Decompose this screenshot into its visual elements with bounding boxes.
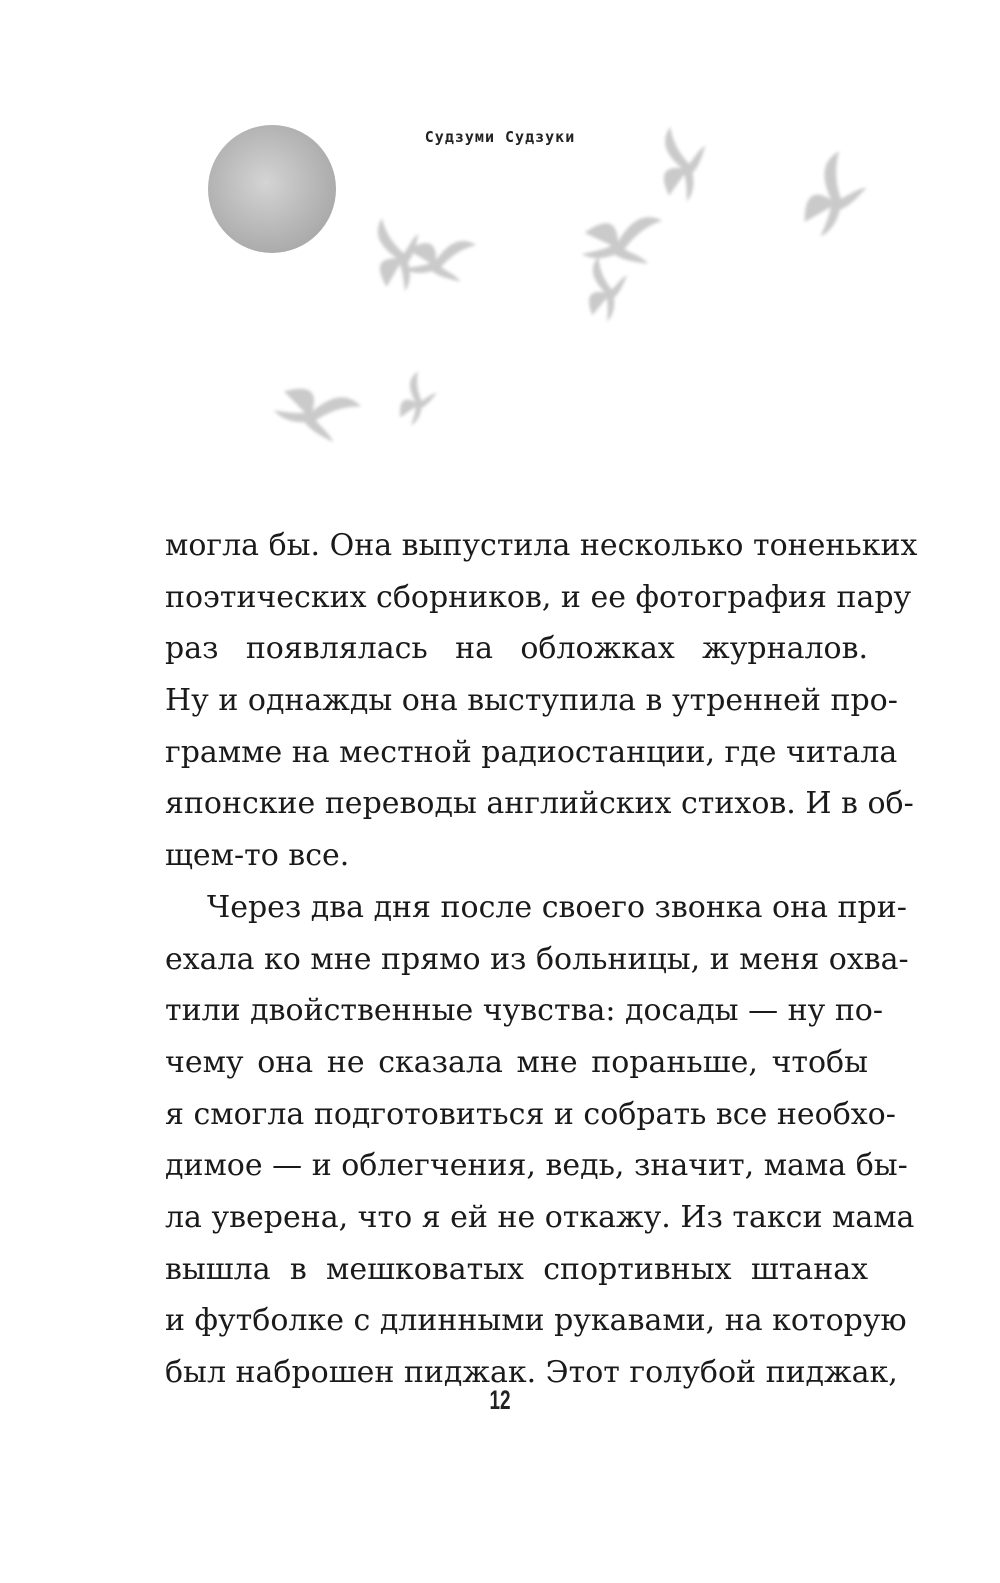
bird-icon: [360, 218, 427, 294]
text-line: ехала ко мне прямо из больницы, и меня охва-: [165, 941, 909, 977]
text-line: могла бы. Она выпустила несколько тоненьких: [165, 528, 918, 563]
text-line: Ну и однажды она выступила в утренней про-: [165, 683, 898, 719]
running-head-author: Судзуми Судзуки: [424, 128, 576, 146]
text-line: я смогла подготовиться и собрать все необхо-: [165, 1096, 896, 1132]
text-line: поэтических сборников, и ее фотография пару: [165, 579, 912, 615]
text-line: чему она не сказала мне пораньше, чтобы: [165, 1044, 868, 1080]
body-text: [165, 520, 918, 1399]
bird-icon: [386, 371, 442, 427]
text-line: и футболке с длинными рукавами, на которую: [165, 1303, 907, 1339]
text-line: японские переводы английских стихов. И в об-: [165, 786, 914, 822]
text-line: был наброшен пиджак. Этот голубой пиджак,: [165, 1355, 898, 1390]
paragraph: [165, 520, 918, 882]
text-line: вышла в мешковатых спортивных штанах: [165, 1251, 868, 1287]
page-number: 12: [489, 1385, 511, 1415]
bird-icon: [579, 201, 663, 273]
text-line: раз появлялась на обложках журналов.: [165, 631, 868, 667]
text-line: тили двойственные чувства: досады — ну по-: [165, 993, 884, 1029]
text-line: щем-то все.: [165, 838, 350, 874]
bird-icon: [401, 223, 477, 290]
moon-and-birds-illustration: [0, 0, 1000, 500]
text-line: Через два дня после своего звонка она при-: [207, 889, 907, 925]
bird-icon: [271, 365, 361, 451]
bird-icon: [784, 151, 874, 239]
paragraph: [165, 882, 915, 1399]
text-line: грамме на местной радиостанции, где читала: [165, 734, 898, 770]
flock-of-birds: [271, 126, 874, 451]
bird-icon: [571, 256, 634, 323]
text-line: ла уверена, что я ей не откажу. Из такси мама: [165, 1199, 915, 1235]
text-line: димое — и облегчения, ведь, значит, мама бы-: [165, 1148, 908, 1184]
